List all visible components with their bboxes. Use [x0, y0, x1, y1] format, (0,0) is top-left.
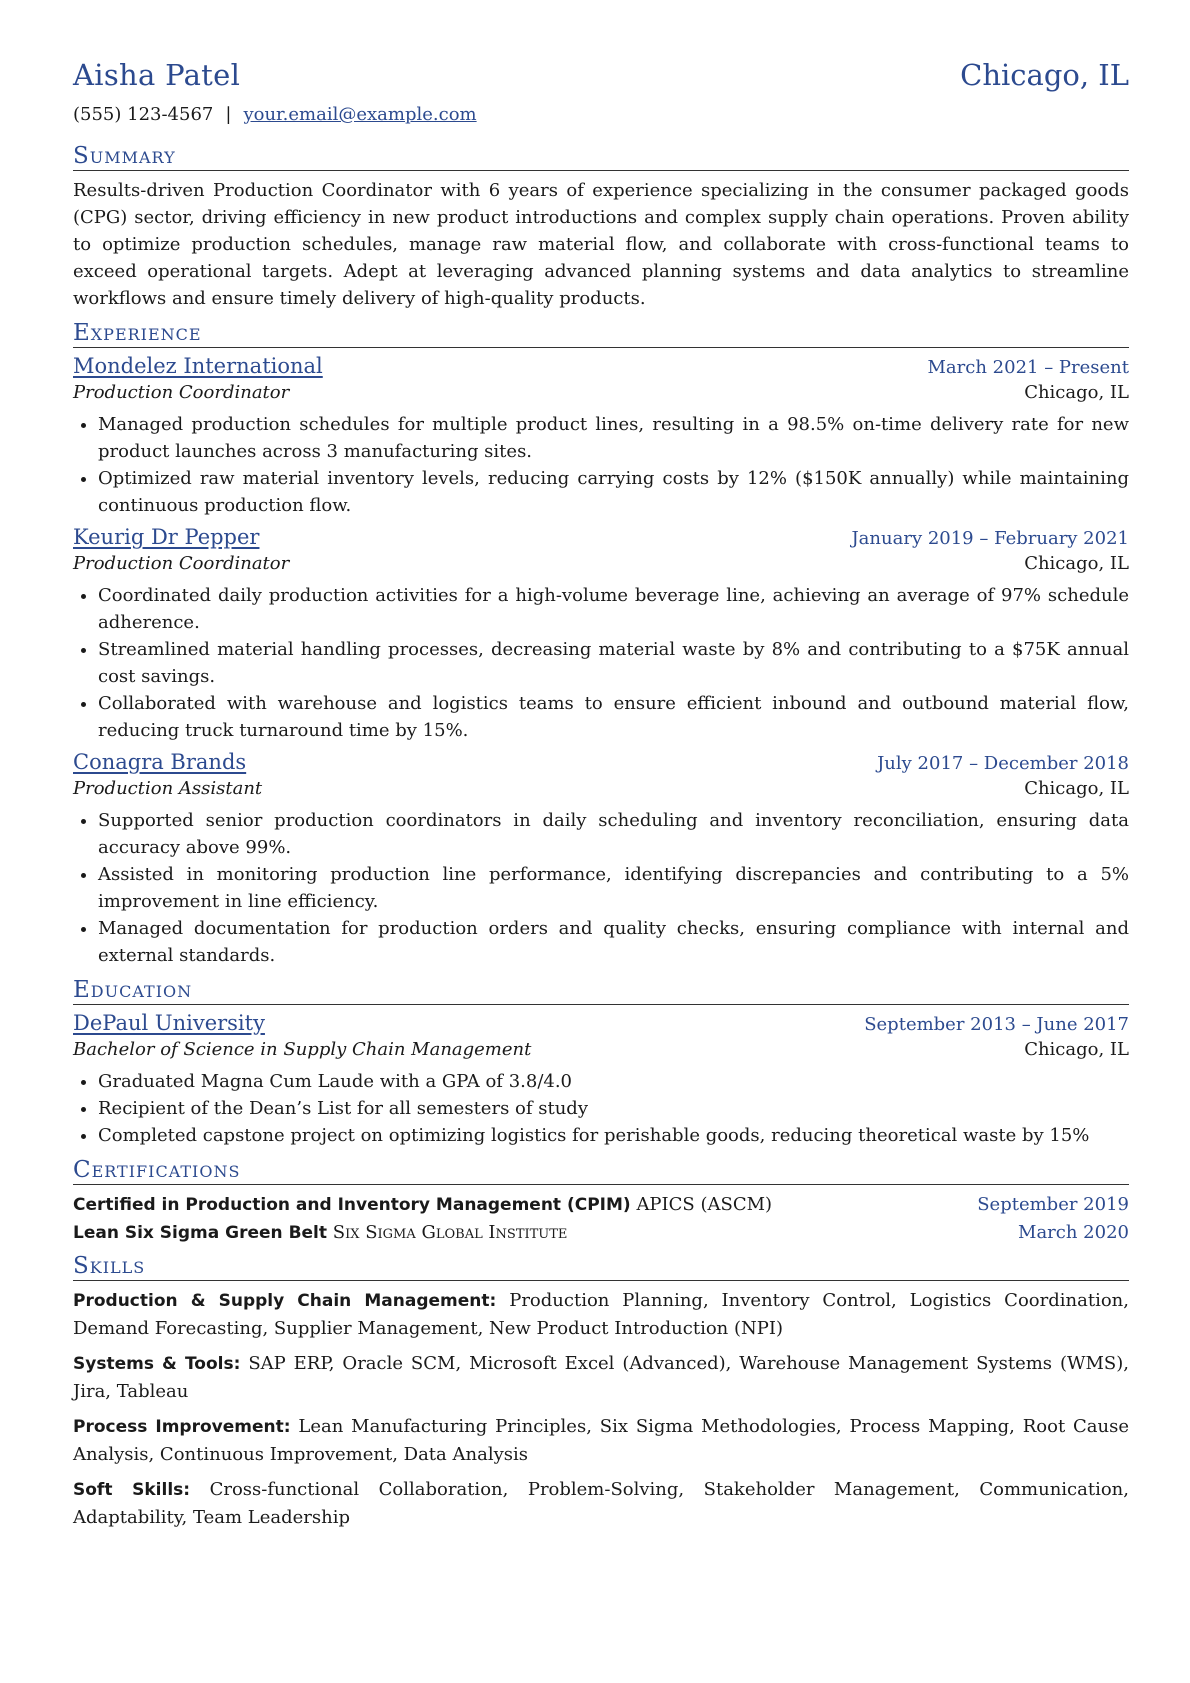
certification-row [73, 1219, 1129, 1247]
certification-date: March 2020 [1018, 1222, 1129, 1243]
education-detail-item: • Graduated Magna Cum Laude with a GPA of 3.8/4.0 [98, 1068, 1129, 1095]
resume-header [73, 58, 1129, 92]
experience-entry [73, 525, 1129, 744]
education-details-list [73, 1068, 1129, 1149]
job-title: Production Coordinator [73, 382, 290, 403]
company-name[interactable]: Mondelez International [73, 354, 323, 378]
job-location: Chicago, IL [1024, 778, 1129, 799]
experience-entry [73, 354, 1129, 519]
certification-row [73, 1191, 1129, 1219]
certification-date: September 2019 [977, 1194, 1129, 1215]
job-location: Chicago, IL [1024, 553, 1129, 574]
section-title-experience: Experience [73, 320, 1129, 348]
certification-issuer: APICS (ASCM) [636, 1194, 773, 1215]
skill-group [73, 1413, 1129, 1468]
experience-entry [73, 750, 1129, 969]
achievement-item: • Collaborated with warehouse and logistics teams to ensure efficient inbound and outbound material flow, reducing truck turnaround time by 15%. [98, 690, 1129, 744]
certifications-section [73, 1157, 1129, 1247]
achievement-list [73, 582, 1129, 744]
job-title: Production Assistant [73, 778, 263, 799]
achievement-list [73, 807, 1129, 969]
education-detail-item: • Completed capstone project on optimizing logistics for perishable goods, reducing theoretical waste by 15% [98, 1122, 1129, 1149]
employment-dates: July 2017 – December 2018 [877, 753, 1129, 774]
resume-page [73, 58, 1129, 1531]
employment-dates: March 2021 – Present [927, 357, 1129, 378]
achievement-item: • Managed production schedules for multiple product lines, resulting in a 98.5% on-time delivery rate for new product launches across 3 manufacturing sites. [98, 411, 1129, 465]
summary-section [73, 143, 1129, 312]
education-entry [73, 1011, 1129, 1149]
skill-group-label: Production & Supply Chain Management: [73, 1291, 497, 1311]
experience-section [73, 320, 1129, 969]
certification-name: Lean Six Sigma Green Belt [73, 1223, 328, 1243]
achievement-item: • Coordinated daily production activities for a high-volume beverage line, achieving an average of 97% schedule adherence. [98, 582, 1129, 636]
contact-separator: | [225, 104, 232, 125]
skill-group-value: Cross-functional Collaboration, Problem-Solving, Stakeholder Management, Communication, Adaptability, Team Leadership [73, 1479, 1129, 1528]
achievement-item: • Streamlined material handling processes, decreasing material waste by 8% and contributing to a $75K annual cost savings. [98, 636, 1129, 690]
section-title-education: Education [73, 977, 1129, 1005]
school-name[interactable]: DePaul University [73, 1011, 265, 1035]
job-location: Chicago, IL [1024, 382, 1129, 403]
skill-group-label: Systems & Tools: [73, 1354, 241, 1374]
section-title-certifications: Certifications [73, 1157, 1129, 1185]
skills-section [73, 1253, 1129, 1531]
skill-group [73, 1287, 1129, 1342]
achievement-item: • Managed documentation for production orders and quality checks, ensuring compliance with internal and external standards. [98, 915, 1129, 969]
email-link[interactable]: your.email@example.com [243, 104, 477, 125]
contact-line [73, 104, 1129, 125]
skill-group-value: Production Planning, Inventory Control, Logistics Coordination, Demand Forecasting, Supplier Management, New Product Introduction (NPI) [73, 1290, 1129, 1339]
education-dates: September 2013 – June 2017 [864, 1014, 1129, 1035]
achievement-list [73, 411, 1129, 519]
skill-group-label: Process Improvement: [73, 1417, 291, 1437]
skill-group-value: Lean Manufacturing Principles, Six Sigma Methodologies, Process Mapping, Root Cause Analysis, Continuous Improvement, Data Analysis [73, 1416, 1129, 1465]
skill-group [73, 1350, 1129, 1405]
skill-group-label: Soft Skills: [73, 1480, 191, 1500]
certification-issuer: Six Sigma Global Institute [332, 1222, 568, 1243]
education-detail-item: • Recipient of the Dean’s List for all semesters of study [98, 1095, 1129, 1122]
summary-text: Results-driven Production Coordinator with 6 years of experience specializing in the consumer packaged goods (CPG) sector, driving efficiency in new product introductions and complex supply chain operations. Proven ability to optimize production schedules, manage raw material flow, and collaborate with cross-functional teams to exceed operational targets. Adept at leveraging advanced planning systems and data analytics to streamline workflows and ensure timely delivery of high-quality products. [73, 180, 1129, 309]
achievement-item: • Optimized raw material inventory levels, reducing carrying costs by 12% ($150K annually) while maintaining continuous production flow. [98, 465, 1129, 519]
employment-dates: January 2019 – February 2021 [851, 528, 1129, 549]
achievement-item: • Assisted in monitoring production line performance, identifying discrepancies and contributing to a 5% improvement in line efficiency. [98, 861, 1129, 915]
job-title: Production Coordinator [73, 553, 290, 574]
skill-group-value: SAP ERP, Oracle SCM, Microsoft Excel (Advanced), Warehouse Management Systems (WMS), Jira, Tableau [73, 1353, 1129, 1402]
section-title-skills: Skills [73, 1253, 1129, 1281]
candidate-location: Chicago, IL [960, 58, 1129, 92]
degree: Bachelor of Science in Supply Chain Management [73, 1039, 532, 1060]
school-location: Chicago, IL [1024, 1039, 1129, 1060]
education-section [73, 977, 1129, 1149]
candidate-name: Aisha Patel [73, 58, 241, 92]
achievement-item: • Supported senior production coordinators in daily scheduling and inventory reconciliation, ensuring data accuracy above 99%. [98, 807, 1129, 861]
skill-group [73, 1476, 1129, 1531]
company-name[interactable]: Conagra Brands [73, 750, 247, 774]
certification-name: Certified in Production and Inventory Management (CPIM) [73, 1195, 631, 1215]
company-name[interactable]: Keurig Dr Pepper [73, 525, 260, 549]
phone-number: (555) 123-4567 [73, 104, 214, 125]
section-title-summary: Summary [73, 143, 1129, 171]
